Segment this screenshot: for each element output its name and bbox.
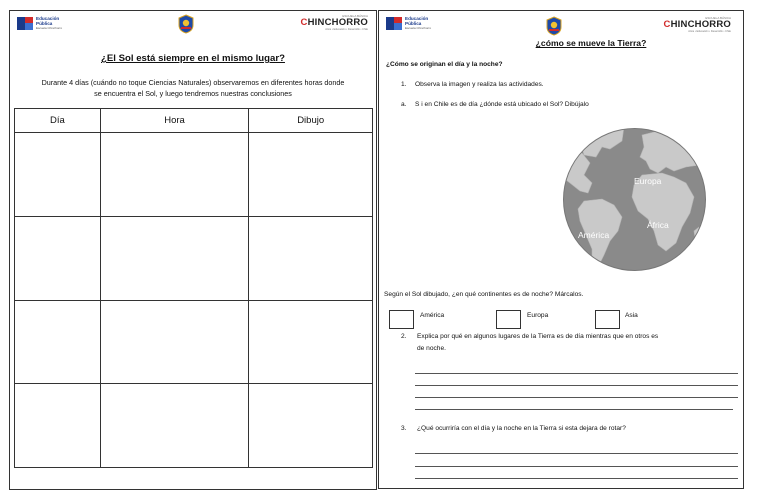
time-cell[interactable] <box>100 133 249 217</box>
checkbox-asia[interactable] <box>595 310 620 329</box>
drawing-cell[interactable] <box>249 384 373 468</box>
brand-tagline: Arica • Educación • Desarrollo • Chile <box>325 27 368 31</box>
logo-line-educacion: Educación <box>405 16 429 22</box>
school-crest-icon <box>177 14 195 34</box>
time-cell[interactable] <box>100 216 249 300</box>
item-1-number: 1. <box>401 81 407 88</box>
educacion-publica-logo <box>17 17 62 30</box>
option-label-asia: Asia <box>625 312 638 319</box>
brand-initial: C <box>663 19 671 30</box>
item-3-number: 3. <box>401 425 407 432</box>
answer-line[interactable] <box>415 373 738 374</box>
brand-initial: C <box>300 17 308 28</box>
observation-table <box>14 108 373 468</box>
intro-paragraph <box>14 77 372 99</box>
brand-name: HINCHORRO <box>307 17 368 28</box>
school-crest-icon <box>545 16 563 36</box>
option-label-america: América <box>420 312 445 319</box>
answer-line[interactable] <box>415 397 738 398</box>
answer-line[interactable] <box>415 453 738 454</box>
day-cell[interactable] <box>15 133 101 217</box>
page-title: ¿El Sol está siempre en el mismo lugar? <box>101 53 285 64</box>
globe-label-europe: Europa <box>634 176 662 186</box>
section-question: ¿Cómo se originan el día y la noche? <box>386 61 503 68</box>
answer-line[interactable] <box>415 466 738 467</box>
logo-line-school: Escuela Chinchorro <box>405 25 432 30</box>
time-cell[interactable] <box>100 300 249 384</box>
chinchorro-brand <box>664 17 731 33</box>
worksheet-page-earth-rotation <box>378 10 744 489</box>
table-row <box>15 300 373 384</box>
option-label-europa: Europa <box>527 312 549 319</box>
worksheet-page-sun-observation <box>9 10 377 490</box>
drawing-cell[interactable] <box>249 216 373 300</box>
item-2-number: 2. <box>401 333 407 340</box>
day-cell[interactable] <box>15 300 101 384</box>
logo-line-publica: Pública <box>36 21 53 26</box>
brand-small-text: ESCUELA BÁSICA <box>342 14 368 18</box>
table-row <box>15 384 373 468</box>
earth-globe-image <box>562 127 707 272</box>
globe-label-america: América <box>578 230 610 240</box>
intro-line-1: Durante 4 días (cuándo no toque Ciencias Naturales) observaremos en diferentes horas donde <box>41 78 345 87</box>
educacion-publica-mark-icon <box>386 17 402 30</box>
item-a-letter: a. <box>401 101 407 108</box>
answer-line[interactable] <box>415 478 738 479</box>
day-cell[interactable] <box>15 216 101 300</box>
intro-line-2: se encuentra el Sol, y luego tendremos nuestras conclusiones <box>94 89 292 98</box>
table-header-row <box>15 109 373 133</box>
logo-line-publica: Pública <box>405 21 422 26</box>
item-2-line-2: de noche. <box>417 345 446 352</box>
drawing-cell[interactable] <box>249 300 373 384</box>
checkbox-europa[interactable] <box>496 310 521 329</box>
educacion-publica-logo <box>386 17 431 30</box>
answer-line[interactable] <box>415 385 738 386</box>
item-3-text: ¿Qué ocurriría con el día y la noche en la Tierra si esta dejara de rotar? <box>417 425 626 432</box>
night-question: Según el Sol dibujado, ¿en qué continentes es de noche? Márcalos. <box>384 291 584 298</box>
time-cell[interactable] <box>100 384 249 468</box>
item-a-text: S i en Chile es de día ¿dónde está ubicado el Sol? Dibújalo <box>415 101 589 108</box>
day-cell[interactable] <box>15 384 101 468</box>
educacion-publica-mark-icon <box>17 17 33 30</box>
logo-line-school: Escuela Chinchorro <box>36 25 63 30</box>
item-2-line-1: Explica por qué en algunos lugares de la Tierra es de día mientras que en otros es <box>417 333 659 340</box>
table-row <box>15 216 373 300</box>
brand-tagline: Arica • Educación • Desarrollo • Chile <box>688 29 731 33</box>
logo-line-educacion: Educación <box>36 16 60 22</box>
brand-small-text: ESCUELA BÁSICA <box>705 16 731 20</box>
page-title: ¿cómo se mueve la Tierra? <box>535 38 647 48</box>
brand-name: HINCHORRO <box>670 19 731 30</box>
checkbox-america[interactable] <box>389 310 414 329</box>
column-header-time: Hora <box>100 109 249 133</box>
column-header-day: Día <box>15 109 101 133</box>
column-header-drawing: Dibujo <box>249 109 373 133</box>
chinchorro-brand <box>301 15 368 31</box>
drawing-cell[interactable] <box>249 133 373 217</box>
table-row <box>15 133 373 217</box>
globe-label-africa: África <box>647 220 669 230</box>
item-1-text: Observa la imagen y realiza las actividades. <box>415 81 544 88</box>
answer-line[interactable] <box>415 409 733 410</box>
